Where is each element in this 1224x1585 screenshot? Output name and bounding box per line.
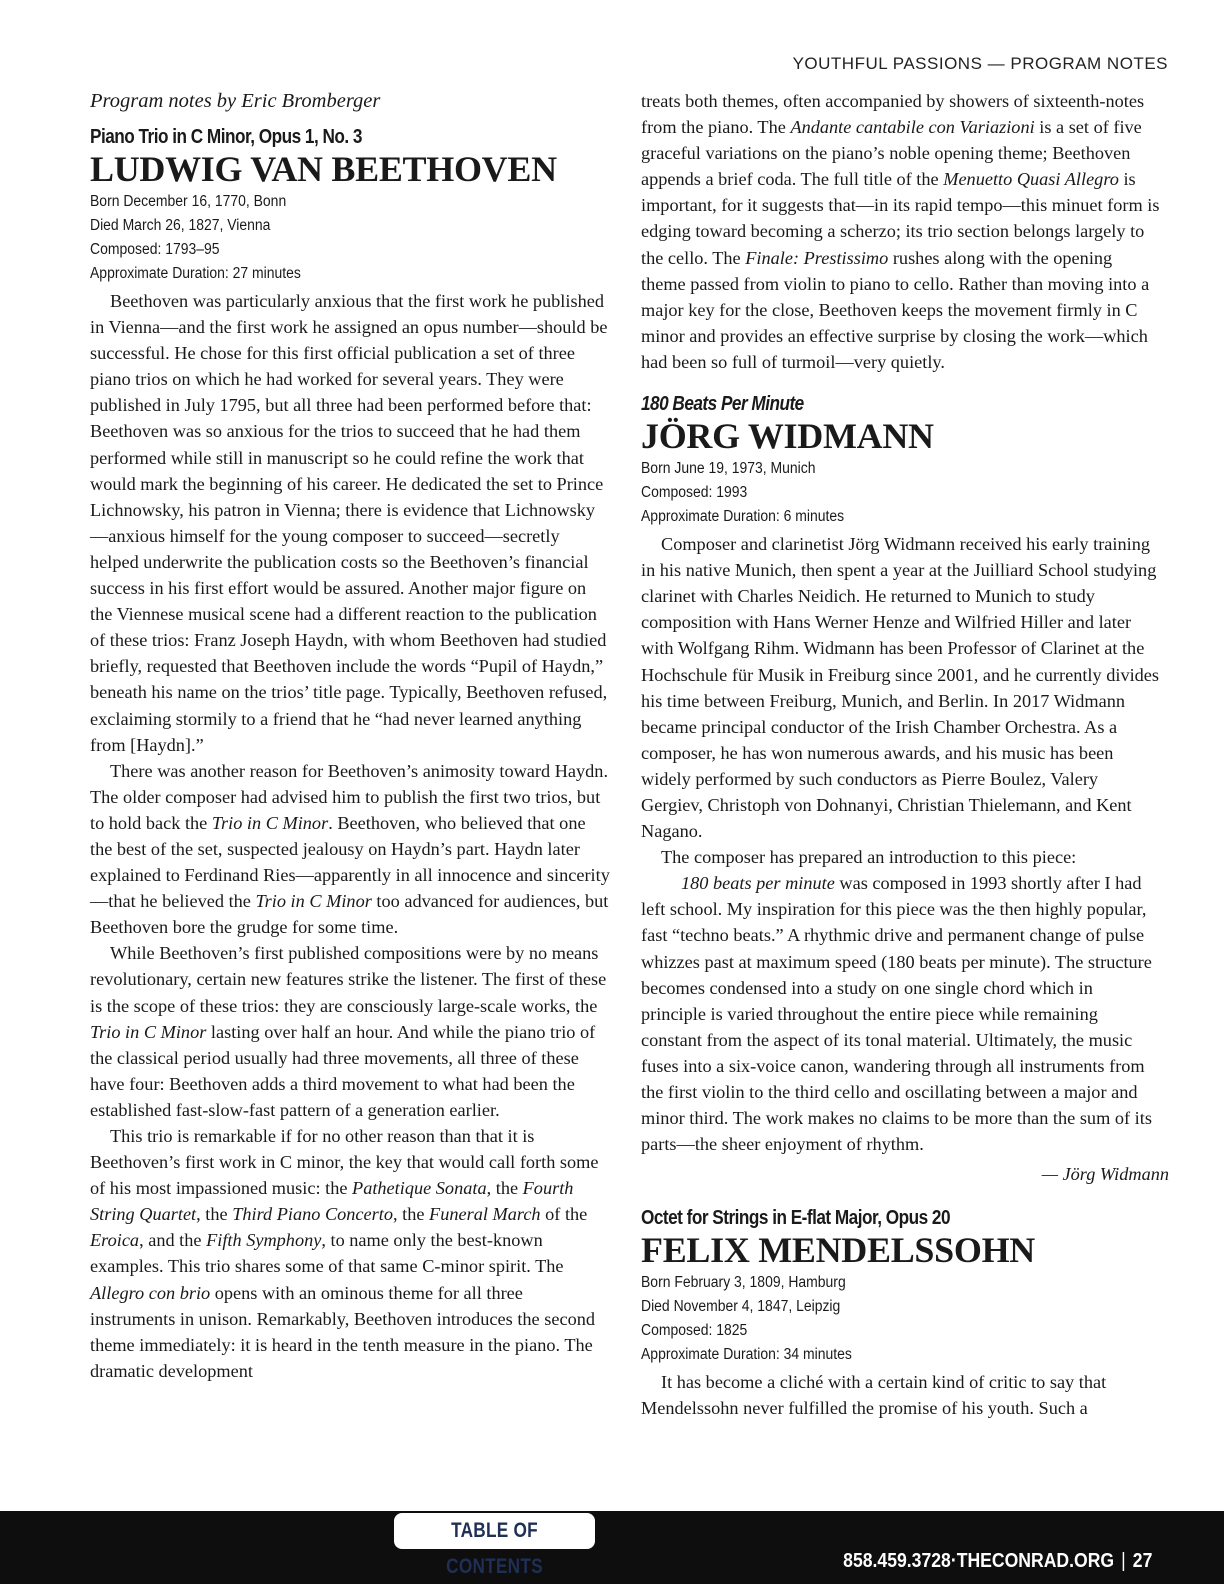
composer-name-beethoven: LUDWIG VAN BEETHOVEN bbox=[90, 149, 557, 189]
beethoven-paragraph-3: While Beethoven’s first published compositions were by no means revolutionary, certain new features strike the listener. The first of these is the scope of these trios: they are consciously large-scale works, the Trio in C Minor lasting over half an hour. And while the piano trio of the classical period usually had three movements, all three of these have four: Beethoven adds a third movement to what had been the established fast-slow-fast pattern of a generation earlier. bbox=[90, 943, 607, 1120]
byline: Program notes by Eric Bromberger bbox=[90, 90, 381, 112]
beethoven-paragraph-4: This trio is remarkable if for no other reason than that it is Beethoven’s first work in C minor, the key that would call forth some of his most impassioned music: the Pathetique Sonata, the Fourth String Quartet, the Third Piano Concerto, the Funeral March of the Eroica, and the Fifth Symphony, to name only the best-known examples. This trio shares some of that same C-minor spirit. The Allegro con brio opens with an ominous theme for all three instruments in unison. Remarkably, Beethoven introduces the second theme immediately: it is heard in the tenth measure in the piano. The dramatic development bbox=[90, 1126, 599, 1381]
italic-title: Trio in C Minor bbox=[255, 891, 372, 912]
italic-title: 180 beats per minute bbox=[681, 873, 835, 894]
fact-composed: Composed: 1793–95 bbox=[90, 241, 220, 258]
composer-name-widmann: JÖRG WIDMANN bbox=[641, 416, 934, 457]
right-column bbox=[641, 88, 1169, 1422]
mendelssohn-paragraph-1: It has become a cliché with a certain kind of critic to say that Mendelssohn never fulfilled the promise of his youth. Such a bbox=[641, 1372, 1107, 1419]
phone-number[interactable]: 858.459.3728 bbox=[842, 1550, 951, 1572]
italic-title: Menuetto Quasi Allegro bbox=[943, 169, 1119, 190]
fact-duration: Approximate Duration: 6 minutes bbox=[641, 508, 845, 526]
italic-title: Trio in C Minor bbox=[211, 812, 329, 833]
widmann-paragraph-1: Composer and clarinetist Jörg Widmann received his early training in his native Munich, then spent a year at the Juilliard School studying clarinet with Charles Neidich. He returned to Munich to study composition with Hans Werner Henze and Wilfried Hiller and later with Wolfgang Rihm. Widmann has been Professor of Clarinet at the Hochschule für Musik in Freiburg since 2001, and he currently divides his time between Freiburg, Munich, and Berlin. In 2017 Widmann became principal conductor of the Irish Chamber Orchestra. As a composer, he has won numerous awards, and his music has been widely performed by such conductors as Pierre Boulez, Valery Gergiev, Christoph von Dohnanyi, Christian Thielemann, and Kent Nagano. bbox=[641, 534, 1160, 842]
running-head: YOUTHFUL PASSIONS — PROGRAM NOTES bbox=[792, 54, 1168, 73]
fact-duration: Approximate Duration: 34 minutes bbox=[641, 1346, 852, 1364]
italic-title: Andante cantabile con Variazioni bbox=[790, 117, 1035, 138]
page-number: 27 bbox=[1132, 1550, 1152, 1572]
footer-contact: 858.459.3728·THECONRAD.ORG | 27 bbox=[842, 1550, 1152, 1572]
facts-widmann bbox=[641, 457, 1161, 529]
italic-title: Third Piano Concerto bbox=[232, 1204, 393, 1225]
beethoven-paragraph-2: There was another reason for Beethoven’s animosity toward Haydn. The older composer had advised him to publish the first two trios, but to hold back the Trio in C Minor. Beethoven, who believed that one the best of the set, suspected jealousy on Haydn’s part. Haydn later explained to Ferdinand Ries—apparently in all innocence and sincerity—that he believed the Trio in C Minor too advanced for audiences, but Beethoven bore the grudge for some time. bbox=[90, 760, 610, 938]
widmann-quote: 180 beats per minute was composed in 1993 shortly after I had left school. My inspiration for this piece was the then highly popular, fast “techno beats.” A rhythmic drive and permanent change of pulse whizzes past at maximum speed (180 beats per minute). The structure becomes condensed into a study on one single chord which in principle is varied throughout the entire piece while remaining constant from the aspect of its tonal material. Ultimately, the music fuses into a six-voice canon, wandering through all instruments from the first violin to the third cello and oscillating between a major and minor third. The work makes no claims to be more than the sum of its parts—the sheer enjoyment of rhythm. bbox=[641, 873, 1152, 1155]
italic-title: Eroica bbox=[90, 1230, 140, 1251]
italic-title: Pathetique Sonata bbox=[352, 1178, 487, 1199]
fact-composed: Composed: 1993 bbox=[641, 484, 748, 502]
italic-title: Fourth String Quartet bbox=[90, 1178, 574, 1225]
fact-composed: Composed: 1825 bbox=[641, 1322, 748, 1340]
fact-duration: Approximate Duration: 27 minutes bbox=[90, 265, 301, 282]
composer-name-mendelssohn: FELIX MENDELSSOHN bbox=[641, 1230, 1035, 1271]
italic-title: Funeral March bbox=[429, 1204, 541, 1225]
table-of-contents-button[interactable] bbox=[394, 1513, 595, 1578]
fact-died: Died November 4, 1847, Leipzig bbox=[641, 1298, 841, 1316]
italic-title: Fifth Symphony bbox=[206, 1230, 322, 1251]
fact-born: Born February 3, 1809, Hamburg bbox=[641, 1274, 846, 1292]
fact-born: Born December 16, 1770, Bonn bbox=[90, 193, 287, 210]
beethoven-paragraph-5: treats both themes, often accompanied by showers of sixteenth-notes from the piano. The Andante cantabile con Variazioni is a set of five graceful variations on the piano’s noble opening theme; Beethoven appends a brief coda. The full title of the Menuetto Quasi Allegro is important, for it suggests that—in its rapid tempo—this minuet form is edging toward becoming a scherzo; its trio section belongs largely to the cello. The Finale: Prestissimo rushes along with the opening theme passed from violin to piano to cello. Rather than moving into a major key for the close, Beethoven keeps the movement firmly in C minor and provides an effective surprise by closing the work—which had been so full of turmoil—very quietly. bbox=[641, 91, 1160, 372]
footer-bar bbox=[0, 1511, 1224, 1584]
facts-beethoven bbox=[90, 190, 612, 286]
fact-died: Died March 26, 1827, Vienna bbox=[90, 217, 271, 234]
italic-title: Allegro con brio bbox=[90, 1282, 211, 1303]
italic-title: Trio in C Minor bbox=[90, 1021, 207, 1042]
work-title-mendelssohn: Octet for Strings in E-flat Major, Opus 20 bbox=[641, 1207, 951, 1230]
left-column bbox=[90, 88, 612, 1384]
beethoven-paragraph-1: Beethoven was particularly anxious that the first work he published in Vienna—and the first work he assigned an opus number—should be successful. He chose for this first official publication a set of three piano trios on which he had worked for several years. They were published in July 1795, but all three had been performed before that: Beethoven was so anxious for the trios to succeed that he had them performed while still in manuscript so he could refine the work that would mark the beginning of his career. He dedicated the set to Prince Lichnowsky, his patron in Vienna; there is evidence that Lichnowsky—anxious himself for the young composer to succeed—secretly helped underwrite the publication costs so the Beethoven’s financial success in his first effort would be assured. Another major figure on the Viennese musical scene had a different reaction to the publication of these trios: Franz Joseph Haydn, with whom Beethoven had studied briefly, requested that Beethoven include the words “Pupil of Haydn,” beneath his name on the trios’ title page. Typically, Beethoven refused, exclaiming stormily to a friend that he “had never learned anything from [Haydn].” bbox=[90, 291, 608, 755]
work-title-beethoven: Piano Trio in C Minor, Opus 1, No. 3 bbox=[90, 126, 362, 148]
work-title-widmann: 180 Beats Per Minute bbox=[641, 393, 804, 416]
website-link[interactable]: THECONRAD.ORG bbox=[956, 1550, 1114, 1572]
widmann-paragraph-2: The composer has prepared an introduction to this piece: bbox=[661, 847, 1077, 868]
quote-signature: — Jörg Widmann bbox=[1041, 1164, 1169, 1185]
fact-born: Born June 19, 1973, Munich bbox=[641, 460, 816, 478]
facts-mendelssohn bbox=[641, 1271, 1161, 1367]
italic-title: Finale: Prestissimo bbox=[745, 247, 889, 268]
toc-label: TABLE OF CONTENTS bbox=[446, 1519, 543, 1578]
